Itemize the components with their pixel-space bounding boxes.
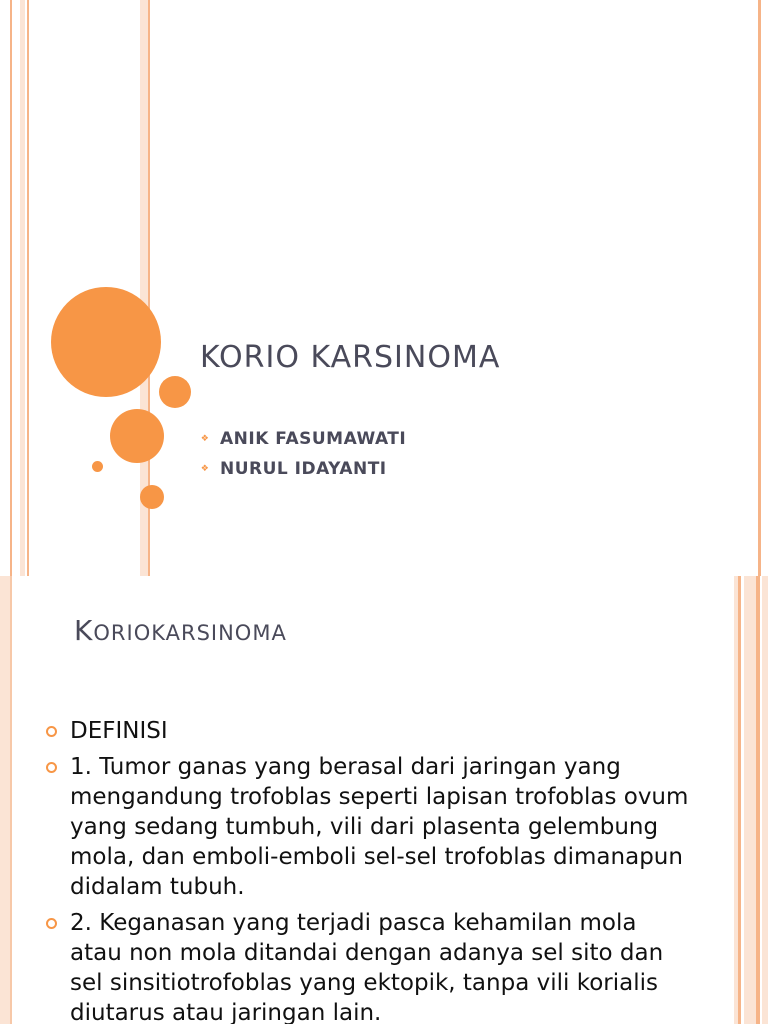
author-name: ANIK FASUMAWATI: [220, 429, 407, 449]
slide-title: KORIO KARSINOMA: [200, 340, 501, 375]
author-item: [200, 454, 406, 484]
right-stripe-decoration: [744, 576, 756, 1024]
bullet-text: DEFINISI: [70, 718, 168, 744]
right-stripe-decoration: [756, 576, 760, 1024]
right-stripe-decoration: [758, 0, 761, 576]
bullet-text: 2. Keganasan yang terjadi pasca kehamilan mola atau non mola ditandai dengan adanya sel sito dan sel sinsitiotrofoblas yang ektopik, tanpa vili korialis diutarus atau jaringan lain.: [70, 910, 664, 1024]
bullet-text: 1. Tumor ganas yang berasal dari jaringan yang mengandung trofoblas seperti lapisan trofoblas ovum yang sedang tumbuh, vili dari plasenta gelembung mola, dan emboli-emboli sel-sel trofoblas dimanapun didalam tubuh.: [70, 754, 689, 900]
content-slide: [0, 576, 768, 1024]
diamond-bullet-icon: ❖: [200, 434, 210, 444]
bullet-item: [44, 908, 694, 1024]
author-item: [200, 424, 406, 454]
title-rest: ORIOKARSINOMA: [93, 621, 287, 645]
medium-circle-decoration: [110, 409, 164, 463]
small-circle-decoration: [159, 376, 191, 408]
left-stripe-decoration: [20, 0, 25, 576]
diamond-bullet-icon: ❖: [200, 464, 210, 474]
author-name: NURUL IDAYANTI: [220, 459, 387, 479]
ring-bullet-icon: [46, 726, 57, 737]
left-stripe-decoration: [10, 576, 12, 1024]
left-stripe-decoration: [27, 0, 29, 576]
ring-bullet-icon: [46, 762, 57, 773]
right-stripe-decoration: [762, 576, 768, 1024]
right-stripe-decoration: [738, 576, 741, 1024]
left-stripe-decoration: [10, 0, 12, 576]
slide-title: [74, 614, 287, 647]
ring-bullet-icon: [46, 918, 57, 929]
small-circle-decoration: [140, 485, 164, 509]
author-list: [200, 424, 406, 484]
bullet-item: [44, 752, 694, 902]
bullet-item: [44, 716, 694, 746]
title-initial: K: [74, 614, 94, 647]
large-circle-decoration: [51, 287, 161, 397]
left-stripe-decoration: [0, 576, 10, 1024]
bullet-list: [44, 716, 694, 1024]
tiny-circle-decoration: [92, 461, 103, 472]
